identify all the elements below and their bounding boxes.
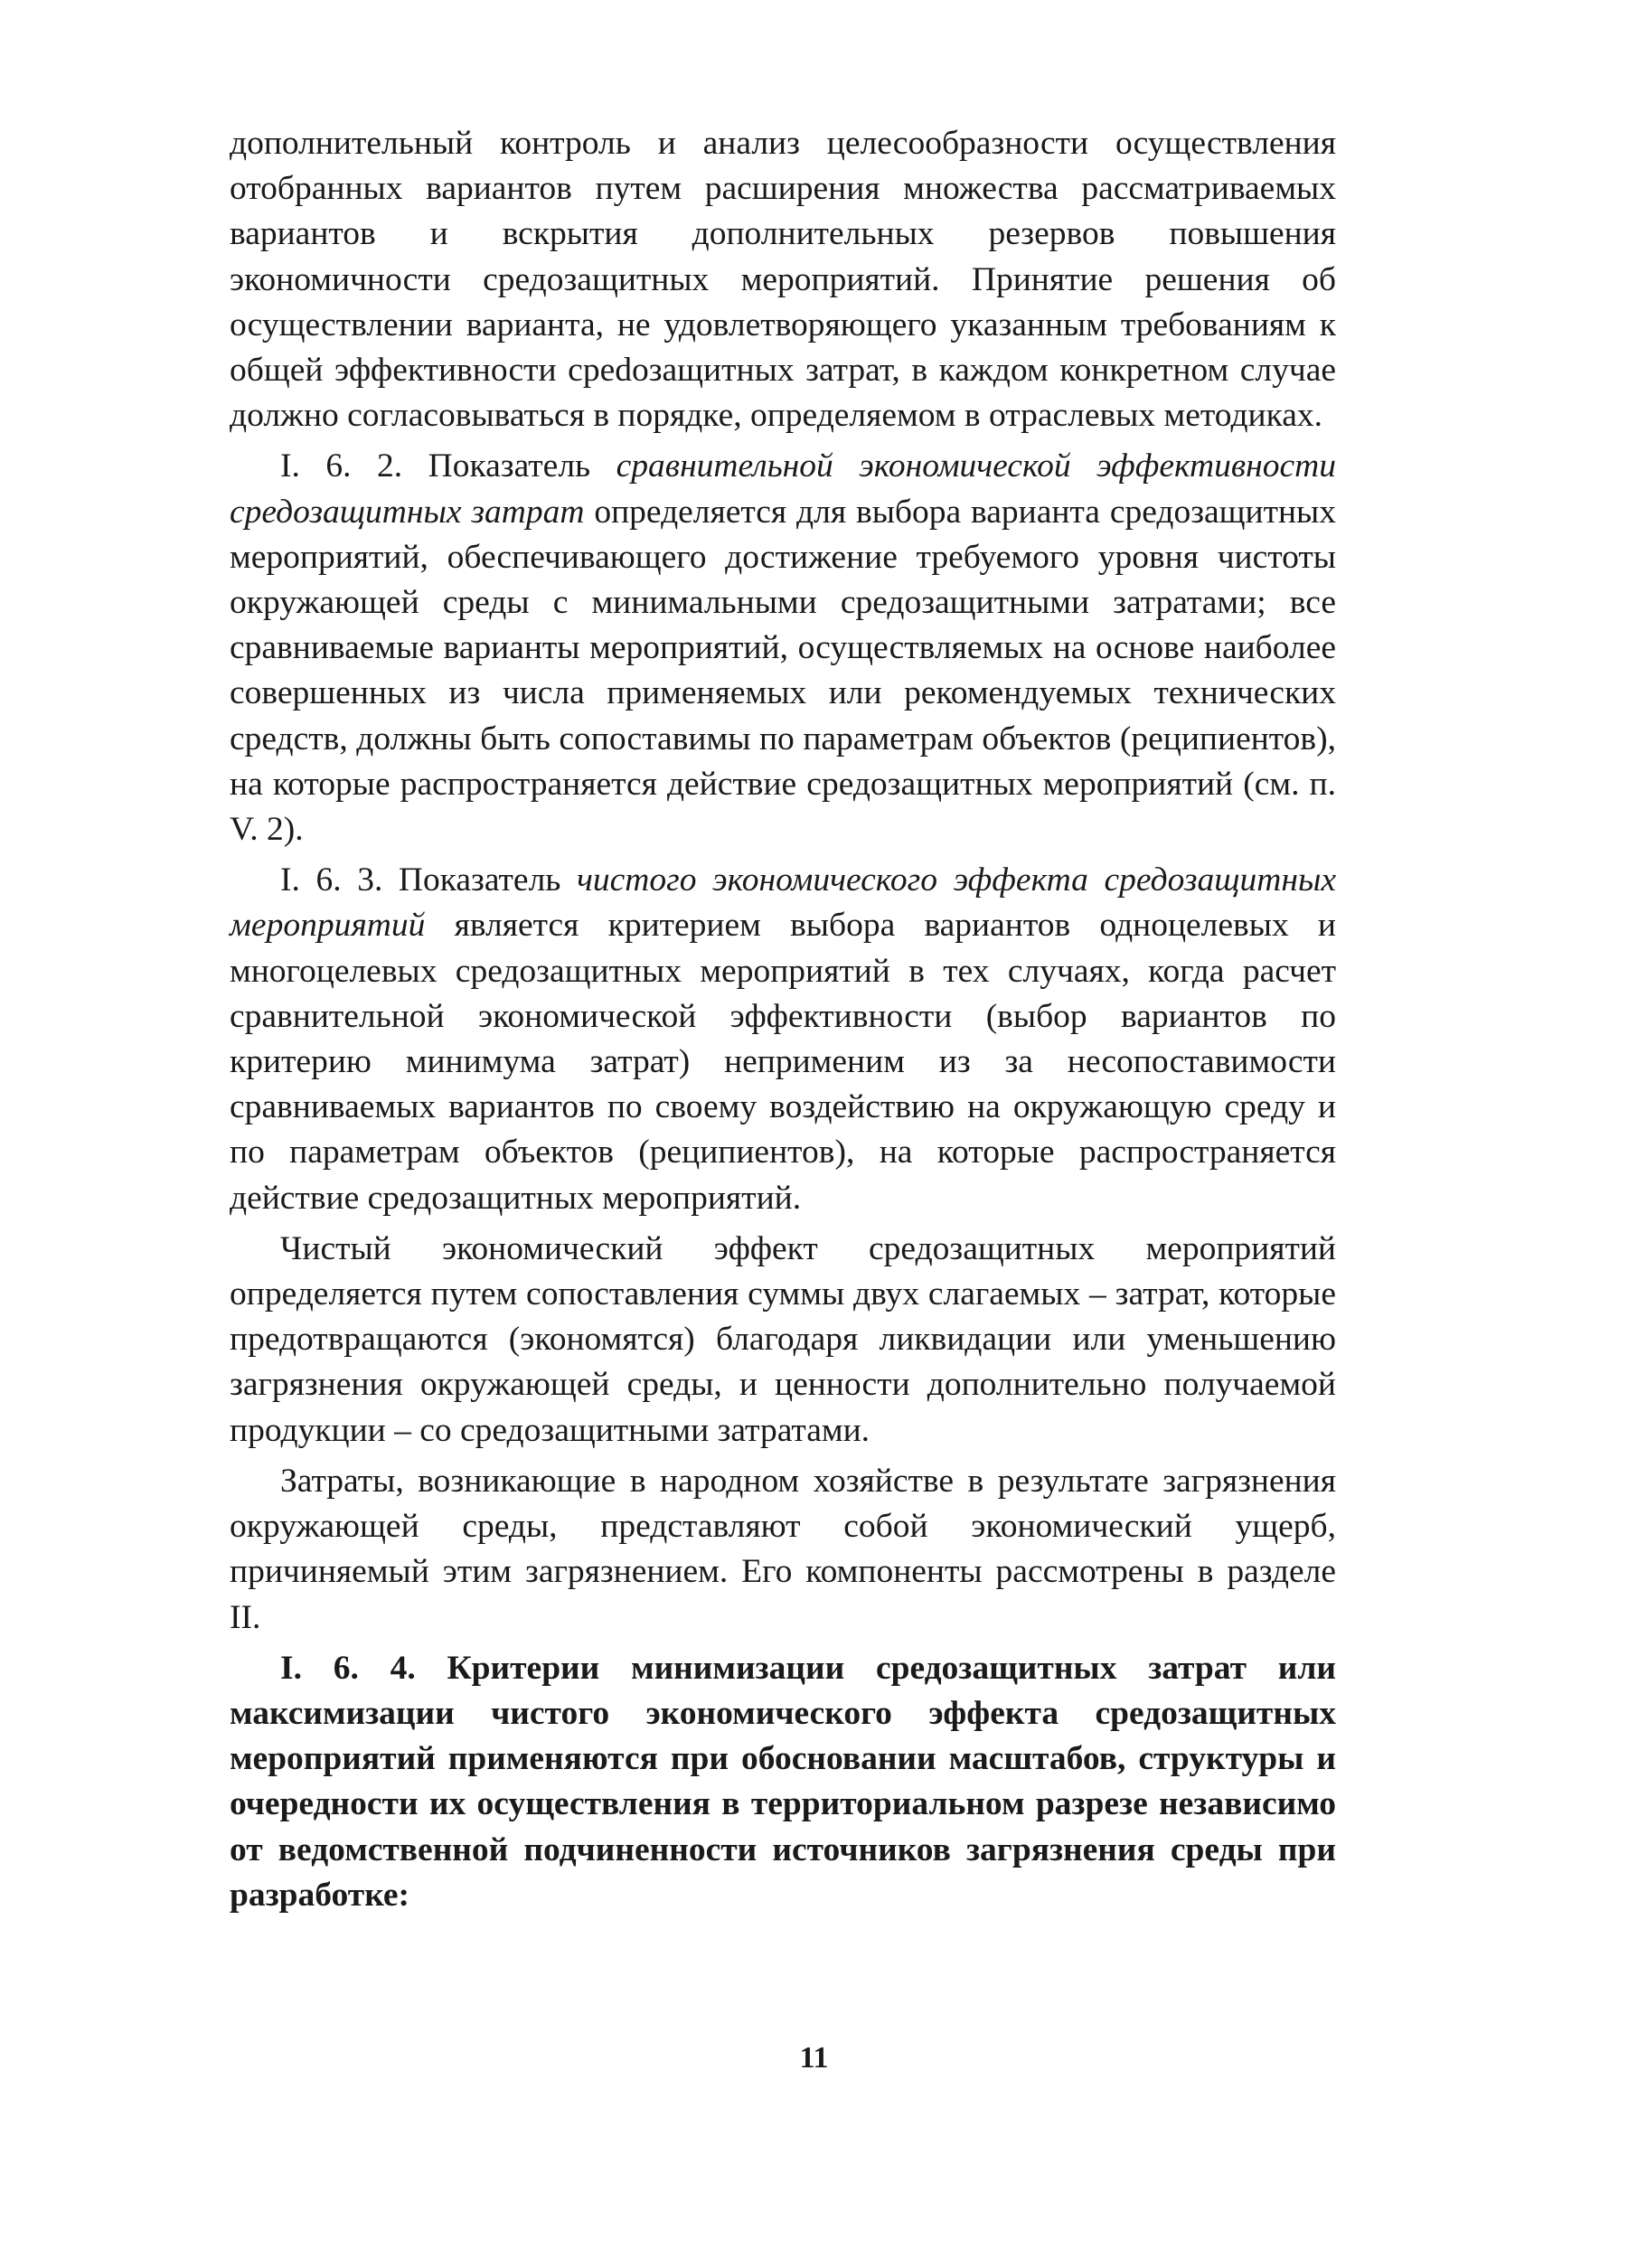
paragraph-1-6-4 [230,1646,1336,1918]
paragraph-damage-costs [230,1459,1336,1641]
paragraph-damage-costs-text: Затраты, возникающие в народном хозяйстве в результате загрязнения окружающей среды, представляют собой экономический ущерб, причиняемый этим загрязнением. Его компоненты рассмотрены в разделе II. [230,1462,1336,1636]
paragraph-1-6-2-body: определяется для выбора варианта средозащитных мероприятий, обеспечивающего достижение требуемого уровня чистоты окружающей среды с минимальными средозащитными затратами; все сравниваемые варианты мероприятий, осуществляемых на основе наиболее совершенных из числа применяемых или рекомендуемых технических средств, должны быть сопоставимы по параметрам объектов (реципиентов), на которые распространяется действие средозащитных мероприятий (см. п. V. 2). [230,493,1336,849]
paragraph-1-6-2 [230,444,1336,852]
paragraph-1-6-2-lead: I. 6. 2. Показатель [280,447,616,485]
page-number: 11 [799,2041,829,2075]
paragraph-1-6-3 [230,858,1336,1221]
term-net-economic-effect: чистого экономического эффекта средозащитных мероприятий [230,861,1336,945]
document-page [230,121,1336,1918]
paragraph-1 [230,121,1336,438]
paragraph-1-text: дополнительный контроль и анализ целесообразности осуществления отобранных вариантов путем расширения множества рассматриваемых вариантов и вскрытия дополнительных резервов повышения экономичности средозащитных мероприятий. Принятие решения об осуществлении варианта, не удовлетворяющего указанным требованиям к общей эффективности среdозащитных затрат, в каждом конкретном случае должно согласовываться в порядке, определяемом в отраслевых методиках. [230,125,1336,435]
paragraph-1-6-4-text: I. 6. 4. Критерии минимизации средозащитных затрат или максимизации чистого экономического эффекта средозащитных мероприятий применяются при обосновании масштабов, структуры и очередности их осуществления в территориальном разрезе независимо от ведомственной подчиненности источников загрязнения среды при разработке: [230,1649,1336,1914]
body-text [230,121,1336,1918]
paragraph-net-effect-definition [230,1227,1336,1454]
paragraph-net-effect-definition-text: Чистый экономический эффект средозащитных мероприятий определяется путем сопоставления суммы двух слагаемых – затрат, которые предотвращаются (экономятся) благодаря ликвидации или уменьшению загрязнения окружающей среды, и ценности дополнительно получаемой продукции – со средозащитными затратами. [230,1229,1336,1449]
term-comparative-efficiency: сравнительной экономической эффективности средозащитных затрат [230,447,1336,531]
paragraph-1-6-3-lead: I. 6. 3. Показатель [280,861,577,899]
paragraph-1-6-3-body: является критерием выбора вариантов одноцелевых и многоцелевых средозащитных мероприятий в тех случаях, когда расчет сравнительной экономической эффективности (выбор вариантов по критерию минимума затрат) неприменим из за несопоставимости сравниваемых вариантов по своему воздействию на окружающую среду и по параметрам объектов (реципиентов), на которые распространяется действие средозащитных мероприятий. [230,907,1336,1217]
